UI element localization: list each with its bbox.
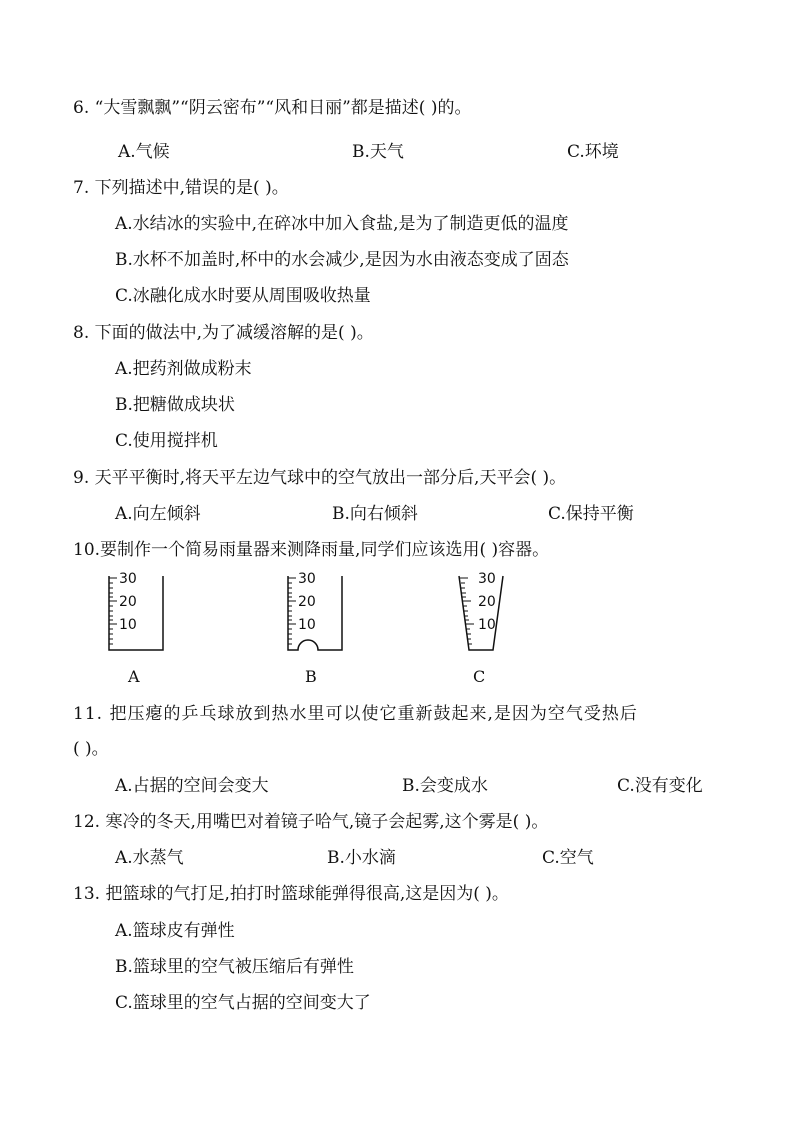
scale-label-c-30: 30 <box>478 571 496 587</box>
q10-option-b[interactable]: B <box>305 667 317 686</box>
scale-ticks-a <box>109 578 117 644</box>
question-7: 7. 下列描述中,错误的是( )。 <box>73 178 289 198</box>
q6-option-c[interactable]: C.环境 <box>567 142 619 162</box>
q12-option-c[interactable]: C.空气 <box>542 848 594 868</box>
q11-option-c[interactable]: C.没有变化 <box>617 776 703 796</box>
scale-label-c-20: 20 <box>478 594 496 610</box>
q13-option-c[interactable]: C.篮球里的空气占据的空间变大了 <box>115 993 371 1013</box>
scale-label-a-20: 20 <box>119 594 137 610</box>
question-11: 11. 把压瘪的乒乓球放到热水里可以使它重新鼓起来,是因为空气受热后 <box>73 704 638 724</box>
q8-option-b[interactable]: B.把糖做成块状 <box>115 395 235 415</box>
question-13: 13. 把篮球的气打足,拍打时篮球能弹得很高,这是因为( )。 <box>73 884 509 904</box>
q12-option-b[interactable]: B.小水滴 <box>327 848 396 868</box>
q11-option-b[interactable]: B.会变成水 <box>402 776 488 796</box>
q10-option-a[interactable]: A <box>128 667 140 686</box>
scale-label-b-10: 10 <box>298 617 316 633</box>
scale-label-c-10: 10 <box>478 617 496 633</box>
q8-option-c[interactable]: C.使用搅拌机 <box>115 431 218 451</box>
q10-option-c[interactable]: C <box>473 667 486 686</box>
container-a <box>109 576 163 650</box>
q9-option-a[interactable]: A.向左倾斜 <box>115 504 201 524</box>
q6-option-b[interactable]: B.天气 <box>352 142 404 162</box>
q7-option-c[interactable]: C.冰融化成水时要从周围吸收热量 <box>115 286 371 306</box>
question-10: 10.要制作一个简易雨量器来测降雨量,同学们应该选用( )容器。 <box>73 540 550 560</box>
q13-option-b[interactable]: B.篮球里的空气被压缩后有弹性 <box>115 957 354 977</box>
scale-ticks-c <box>460 578 474 644</box>
scale-label-a-10: 10 <box>119 617 137 633</box>
q13-option-a[interactable]: A.篮球皮有弹性 <box>115 921 235 941</box>
question-12: 12. 寒冷的冬天,用嘴巴对着镜子哈气,镜子会起雾,这个雾是( )。 <box>73 812 549 832</box>
q6-option-a[interactable]: A.气候 <box>118 142 170 162</box>
question-11-cont: ( )。 <box>73 739 109 759</box>
question-9: 9. 天平平衡时,将天平左边气球中的空气放出一部分后,天平会( )。 <box>73 468 567 488</box>
q7-option-b[interactable]: B.水杯不加盖时,杯中的水会减少,是因为水由液态变成了固态 <box>115 250 569 270</box>
container-b <box>288 576 342 650</box>
rain-gauge-diagrams <box>0 570 794 680</box>
q7-option-a[interactable]: A.水结冰的实验中,在碎冰中加入食盐,是为了制造更低的温度 <box>115 214 569 234</box>
q12-option-a[interactable]: A.水蒸气 <box>115 848 184 868</box>
scale-label-b-20: 20 <box>298 594 316 610</box>
question-6: 6. “大雪飘飘”“阴云密布”“风和日丽”都是描述( )的。 <box>73 98 472 118</box>
q9-option-c[interactable]: C.保持平衡 <box>548 504 634 524</box>
scale-label-a-30: 30 <box>119 571 137 587</box>
scale-ticks-b <box>288 578 296 644</box>
q8-option-a[interactable]: A.把药剂做成粉末 <box>115 359 252 379</box>
question-8: 8. 下面的做法中,为了减缓溶解的是( )。 <box>73 323 374 343</box>
q9-option-b[interactable]: B.向右倾斜 <box>332 504 418 524</box>
container-c <box>459 576 503 650</box>
scale-label-b-30: 30 <box>298 571 316 587</box>
q11-option-a[interactable]: A.占据的空间会变大 <box>115 776 269 796</box>
